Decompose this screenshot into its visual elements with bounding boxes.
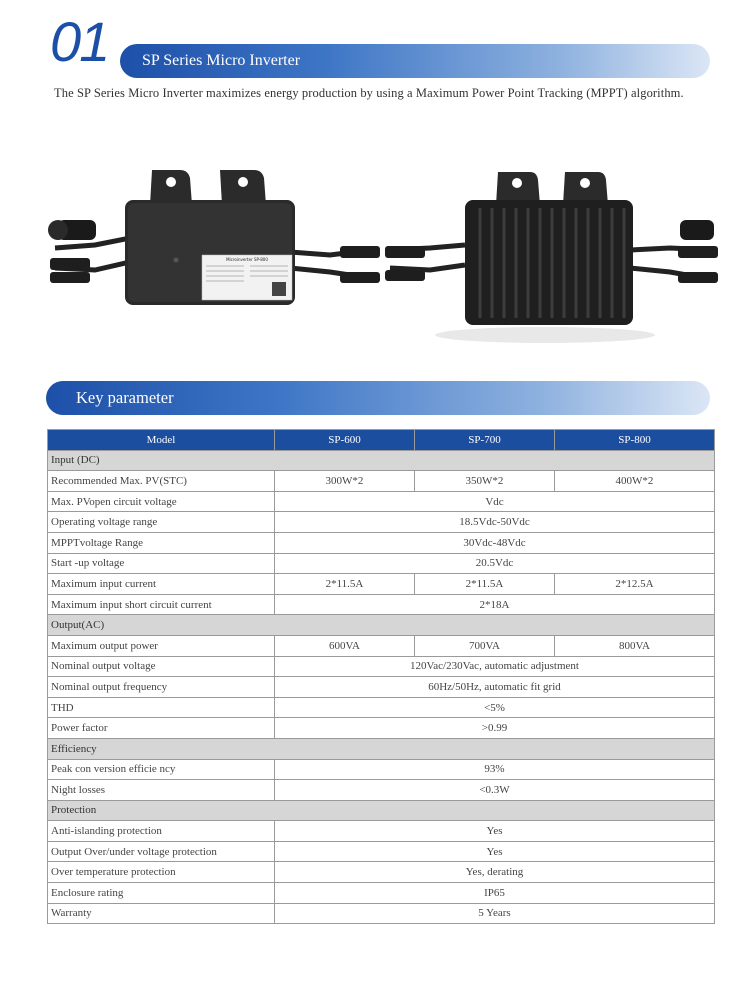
table-row [48,656,715,677]
table-row [48,635,715,656]
section-title-banner [120,44,710,78]
table-row [48,512,715,533]
parameter-value: Vdc [275,491,715,512]
table-row [48,471,715,492]
table-row [48,841,715,862]
key-parameter-banner [46,381,710,415]
spec-table-header [48,430,715,451]
table-row [48,594,715,615]
inverter-back-image [385,172,718,343]
parameter-value: >0.99 [275,718,715,739]
parameter-value: <5% [275,697,715,718]
parameter-value: <0.3W [275,780,715,801]
parameter-value: 2*12.5A [555,574,715,595]
intro-paragraph: The SP Series Micro Inverter maximizes energy production by using a Maximum Power Point Tracking (MPPT) algorithm. [54,86,684,100]
parameter-label: Recommended Max. PV(STC) [48,471,275,492]
section-heading: Efficiency [48,738,715,759]
parameter-label: Over temperature protection [48,862,275,883]
section-number: 01 [50,10,109,73]
parameter-value: Yes [275,841,715,862]
parameter-label: Enclosure rating [48,883,275,904]
parameter-label: Maximum output power [48,635,275,656]
section-heading: Output(AC) [48,615,715,636]
parameter-label: Anti-islanding protection [48,821,275,842]
parameter-label: Peak con version efficie ncy [48,759,275,780]
parameter-value: 800VA [555,635,715,656]
parameter-value: 600VA [275,635,415,656]
parameter-value: 20.5Vdc [275,553,715,574]
section-row [48,738,715,759]
parameter-value: 120Vac/230Vac, automatic adjustment [275,656,715,677]
parameter-value: 2*11.5A [415,574,555,595]
parameter-label: Warranty [48,903,275,924]
section-row [48,450,715,471]
table-row [48,903,715,924]
table-row [48,780,715,801]
table-row [48,718,715,739]
column-header: SP-700 [415,430,555,451]
parameter-value: 30Vdc-48Vdc [275,532,715,553]
parameter-value: 300W*2 [275,471,415,492]
parameter-label: Output Over/under voltage protection [48,841,275,862]
column-header: Model [48,430,275,451]
parameter-value: Yes [275,821,715,842]
table-row [48,883,715,904]
parameter-label: MPPTvoltage Range [48,532,275,553]
parameter-label: Power factor [48,718,275,739]
parameter-value: 18.5Vdc-50Vdc [275,512,715,533]
spec-table [47,429,715,924]
table-row [48,574,715,595]
parameter-value: 60Hz/50Hz, automatic fit grid [275,677,715,698]
parameter-value: 93% [275,759,715,780]
parameter-label: Max. PVopen circuit voltage [48,491,275,512]
section-title: SP Series Micro Inverter [142,52,301,69]
inverter-front-image [48,170,380,305]
table-row [48,862,715,883]
parameter-value: IP65 [275,883,715,904]
column-header: SP-800 [555,430,715,451]
table-row [48,677,715,698]
product-photos [40,150,720,350]
section-row [48,800,715,821]
parameter-value: 5 Years [275,903,715,924]
table-row [48,532,715,553]
parameter-label: Maximum input current [48,574,275,595]
table-row [48,697,715,718]
column-header: SP-600 [275,430,415,451]
product-label-title: Microinverter SP-800 [226,257,268,262]
parameter-value: 2*11.5A [275,574,415,595]
table-row [48,553,715,574]
parameter-value: 400W*2 [555,471,715,492]
spec-table-body [48,450,715,924]
key-parameter-title: Key parameter [76,388,174,407]
parameter-value: Yes, derating [275,862,715,883]
parameter-value: 700VA [415,635,555,656]
parameter-value: 350W*2 [415,471,555,492]
table-row [48,821,715,842]
table-row [48,491,715,512]
section-heading: Input (DC) [48,450,715,471]
parameter-label: THD [48,697,275,718]
parameter-label: Maximum input short circuit current [48,594,275,615]
parameter-label: Night losses [48,780,275,801]
parameter-label: Operating voltage range [48,512,275,533]
section-row [48,615,715,636]
parameter-value: 2*18A [275,594,715,615]
section-heading: Protection [48,800,715,821]
parameter-label: Nominal output frequency [48,677,275,698]
parameter-label: Nominal output voltage [48,656,275,677]
parameter-label: Start -up voltage [48,553,275,574]
table-row [48,759,715,780]
